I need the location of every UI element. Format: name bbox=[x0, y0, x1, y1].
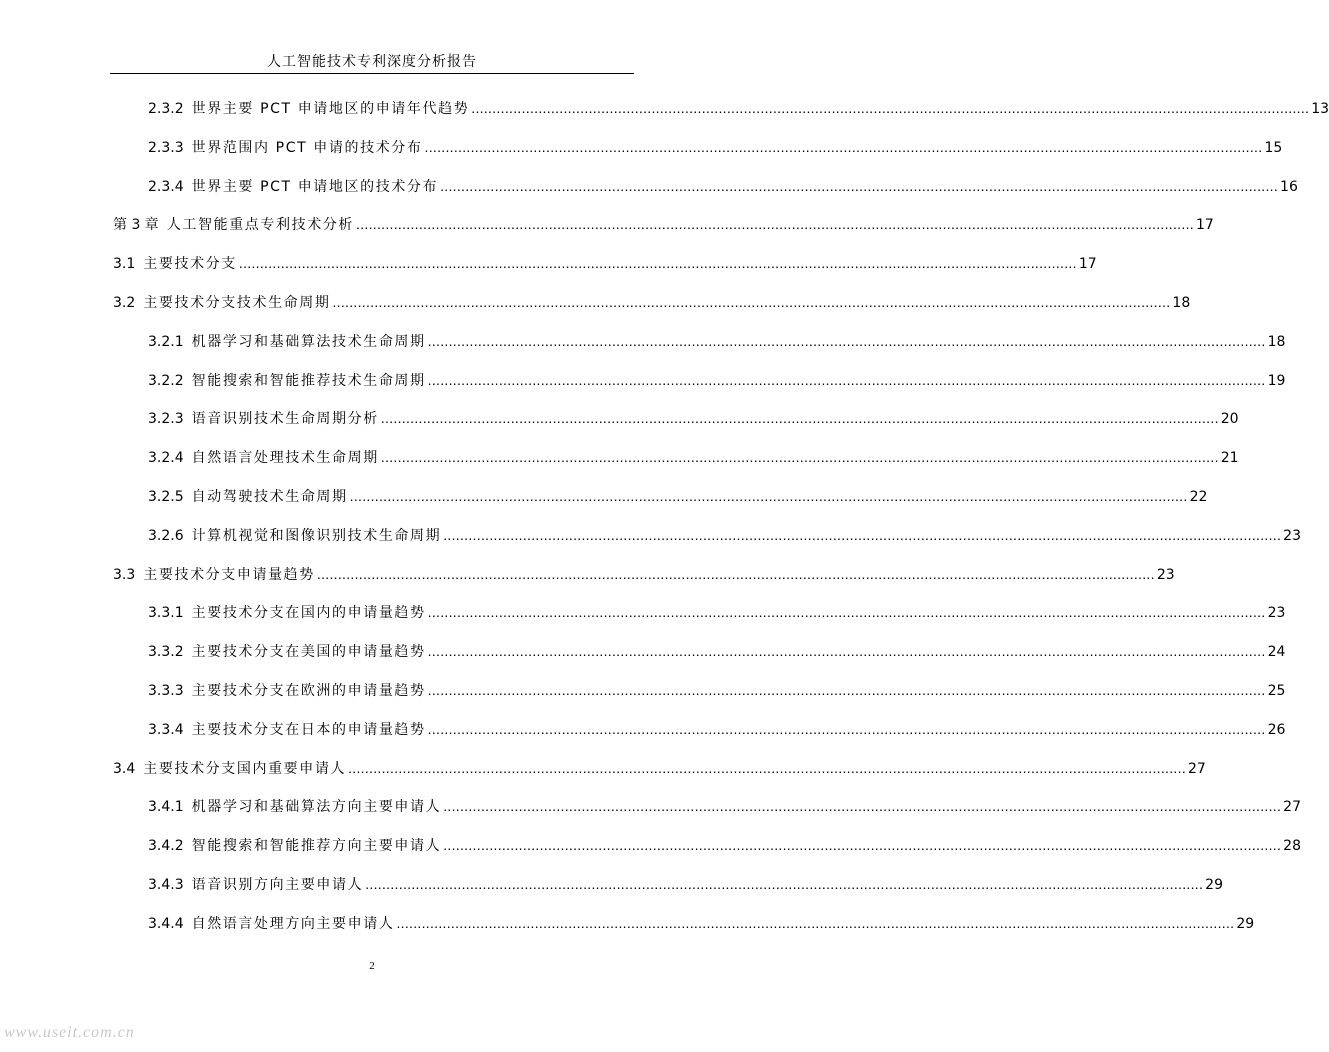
toc-entry-page: 27 bbox=[1283, 799, 1301, 816]
toc-entry-page: 28 bbox=[1283, 838, 1301, 855]
toc-entry-title: 主要技术分支国内重要申请人 bbox=[143, 760, 347, 777]
toc-entry-title: 主要技术分支技术生命周期 bbox=[143, 295, 331, 311]
toc-entry-page: 27 bbox=[1188, 760, 1206, 777]
toc-entry-title: 自动驾驶技术生命周期 bbox=[191, 489, 348, 505]
toc-entry-page: 17 bbox=[1078, 256, 1097, 273]
running-header-title: 人工智能技术专利深度分析报告 bbox=[267, 54, 477, 70]
toc-entry-page: 23 bbox=[1156, 566, 1175, 583]
toc-dot-leader: ........................................................................................................................................................................................................ bbox=[427, 371, 1266, 388]
toc-dot-leader: ........................................................................................................................................................................................................ bbox=[427, 332, 1266, 349]
toc-dot-leader: ........................................................................................................................................................................................................ bbox=[356, 216, 1194, 233]
toc-dot-leader: ........................................................................................................................................................................................................ bbox=[471, 100, 1310, 116]
toc-entry-number: 3.4.4 bbox=[148, 915, 184, 932]
toc-entry-number: 3.3 bbox=[113, 566, 136, 583]
toc-entry[interactable] bbox=[148, 525, 1301, 545]
toc-entry-page: 29 bbox=[1236, 915, 1255, 932]
toc-entry[interactable] bbox=[148, 408, 1239, 428]
toc-dot-leader: ........................................................................................................................................................................................................ bbox=[443, 837, 1282, 854]
toc-entry[interactable] bbox=[113, 564, 1175, 584]
toc-entry[interactable] bbox=[148, 447, 1239, 467]
toc-entry-title: 主要技术分支在国内的申请量趋势 bbox=[191, 605, 426, 622]
toc-entry-number: 3.2.4 bbox=[148, 450, 184, 467]
toc-entry-page: 17 bbox=[1195, 217, 1214, 234]
toc-entry-title: 机器学习和基础算法方向主要申请人 bbox=[191, 799, 442, 816]
toc-entry-number: 3.2.5 bbox=[148, 489, 184, 505]
toc-entry[interactable] bbox=[148, 98, 1329, 118]
toc-entry-title: 世界主要 PCT 申请地区的技术分布 bbox=[191, 178, 439, 195]
toc-dot-leader: ........................................................................................................................................................................................................ bbox=[380, 449, 1219, 466]
toc-entry-page: 21 bbox=[1220, 450, 1239, 467]
toc-entry-number: 3.4.1 bbox=[148, 799, 184, 816]
toc-entry-page: 23 bbox=[1267, 605, 1286, 622]
toc-entry-title: 主要技术分支在日本的申请量趋势 bbox=[191, 721, 426, 738]
toc-entry[interactable] bbox=[148, 874, 1223, 894]
watermark: www.useit.com.cn bbox=[4, 1024, 135, 1041]
toc-entry-number: 3.2.2 bbox=[148, 372, 184, 389]
toc-entry-title: 自然语言处理技术生命周期 bbox=[191, 450, 379, 467]
toc-entry-number: 3.2 bbox=[113, 295, 136, 311]
toc-dot-leader: ........................................................................................................................................................................................................ bbox=[427, 682, 1266, 698]
toc-entry-number: 3.4.2 bbox=[148, 838, 184, 855]
toc-dot-leader: ........................................................................................................................................................................................................ bbox=[380, 410, 1219, 427]
toc-dot-leader: ........................................................................................................................................................................................................ bbox=[396, 914, 1235, 931]
toc-entry-title: 世界主要 PCT 申请地区的申请年代趋势 bbox=[191, 101, 470, 117]
toc-entry-title: 自然语言处理方向主要申请人 bbox=[191, 915, 395, 932]
toc-entry-title: 计算机视觉和图像识别技术生命周期 bbox=[191, 527, 442, 544]
toc-entry[interactable] bbox=[148, 641, 1286, 661]
toc-entry[interactable] bbox=[148, 486, 1208, 506]
toc-dot-leader: ........................................................................................................................................................................................................ bbox=[424, 138, 1263, 155]
toc-entry[interactable] bbox=[148, 680, 1286, 700]
toc-dot-leader: ........................................................................................................................................................................................................ bbox=[440, 177, 1279, 194]
toc-entry[interactable] bbox=[148, 602, 1286, 622]
toc-entry-number: 2.3.3 bbox=[148, 139, 184, 156]
toc-entry[interactable] bbox=[113, 214, 1214, 234]
header-rule bbox=[110, 73, 634, 74]
toc-entry-page: 19 bbox=[1267, 372, 1286, 389]
toc-entry-title: 主要技术分支申请量趋势 bbox=[143, 566, 315, 583]
toc-dot-leader: ........................................................................................................................................................................................................ bbox=[427, 720, 1266, 737]
toc-dot-leader: ........................................................................................................................................................................................................ bbox=[365, 876, 1204, 892]
toc-entry-title: 智能搜索和智能推荐方向主要申请人 bbox=[191, 838, 442, 855]
toc-entry-number: 2.3.4 bbox=[148, 178, 184, 195]
toc-entry-page: 20 bbox=[1220, 411, 1239, 428]
toc-entry-title: 人工智能重点专利技术分析 bbox=[166, 217, 355, 234]
page-number: 2 bbox=[369, 960, 375, 972]
toc-entry[interactable] bbox=[148, 719, 1286, 739]
toc-entry-number: 3.2.1 bbox=[148, 333, 184, 350]
toc-entry-page: 24 bbox=[1267, 644, 1286, 661]
toc-entry-page: 16 bbox=[1280, 178, 1298, 195]
toc-entry-number: 3.3.1 bbox=[148, 605, 184, 622]
toc-entry-number: 3.3.2 bbox=[148, 644, 184, 661]
toc-entry-number: 3.1 bbox=[113, 256, 136, 273]
toc-entry-page: 25 bbox=[1267, 683, 1286, 699]
toc-entry-number: 3.4 bbox=[113, 760, 136, 777]
toc-entry-page: 18 bbox=[1267, 333, 1286, 350]
toc-dot-leader: ........................................................................................................................................................................................................ bbox=[332, 294, 1171, 310]
toc-entry-page: 26 bbox=[1267, 721, 1286, 738]
toc-entry-title: 主要技术分支 bbox=[143, 256, 237, 273]
toc-dot-leader: ........................................................................................................................................................................................................ bbox=[427, 643, 1266, 660]
toc-entry-number: 3.4.3 bbox=[148, 877, 184, 893]
toc-entry[interactable] bbox=[148, 331, 1286, 351]
toc-entry[interactable] bbox=[148, 370, 1286, 390]
toc-entry-title: 机器学习和基础算法技术生命周期 bbox=[191, 333, 426, 350]
toc-entry[interactable] bbox=[148, 796, 1301, 816]
toc-entry-page: 13 bbox=[1311, 101, 1329, 117]
toc-entry[interactable] bbox=[148, 835, 1301, 855]
toc-entry-title: 语音识别方向主要申请人 bbox=[191, 877, 364, 893]
toc-entry-page: 23 bbox=[1283, 527, 1301, 544]
toc-entry[interactable] bbox=[113, 253, 1097, 273]
toc-dot-leader: ........................................................................................................................................................................................................ bbox=[427, 604, 1266, 621]
toc-dot-leader: ........................................................................................................................................................................................................ bbox=[349, 488, 1188, 504]
toc-entry-title: 主要技术分支在欧洲的申请量趋势 bbox=[191, 683, 426, 699]
toc-dot-leader: ........................................................................................................................................................................................................ bbox=[443, 798, 1282, 815]
toc-entry-title: 智能搜索和智能推荐技术生命周期 bbox=[191, 372, 426, 389]
toc-dot-leader: ........................................................................................................................................................................................................ bbox=[316, 565, 1155, 582]
toc-entry-number: 2.3.2 bbox=[148, 101, 184, 117]
toc-entry-number: 3.3.3 bbox=[148, 683, 184, 699]
toc-entry[interactable] bbox=[148, 176, 1298, 196]
toc-entry[interactable] bbox=[113, 292, 1191, 312]
toc-entry[interactable] bbox=[148, 137, 1283, 157]
toc-entry-page: 22 bbox=[1189, 489, 1208, 505]
toc-dot-leader: ........................................................................................................................................................................................................ bbox=[238, 255, 1077, 272]
toc-entry-number: 3.2.6 bbox=[148, 527, 184, 544]
toc-entry-number: 3.2.3 bbox=[148, 411, 184, 428]
toc-dot-leader: ........................................................................................................................................................................................................ bbox=[443, 526, 1282, 543]
toc-entry[interactable] bbox=[113, 758, 1206, 778]
toc-entry-page: 15 bbox=[1264, 139, 1283, 156]
toc-entry-title: 主要技术分支在美国的申请量趋势 bbox=[191, 644, 426, 661]
toc-entry[interactable] bbox=[148, 913, 1255, 933]
toc-entry-title: 语音识别技术生命周期分析 bbox=[191, 411, 379, 428]
toc-entry-page: 29 bbox=[1205, 877, 1223, 893]
toc-dot-leader: ........................................................................................................................................................................................................ bbox=[348, 759, 1187, 776]
toc-entry-number: 第 3 章 bbox=[113, 217, 159, 234]
toc-entry-number: 3.3.4 bbox=[148, 721, 184, 738]
toc-entry-title: 世界范围内 PCT 申请的技术分布 bbox=[191, 139, 423, 156]
toc-entry-page: 18 bbox=[1172, 295, 1191, 311]
